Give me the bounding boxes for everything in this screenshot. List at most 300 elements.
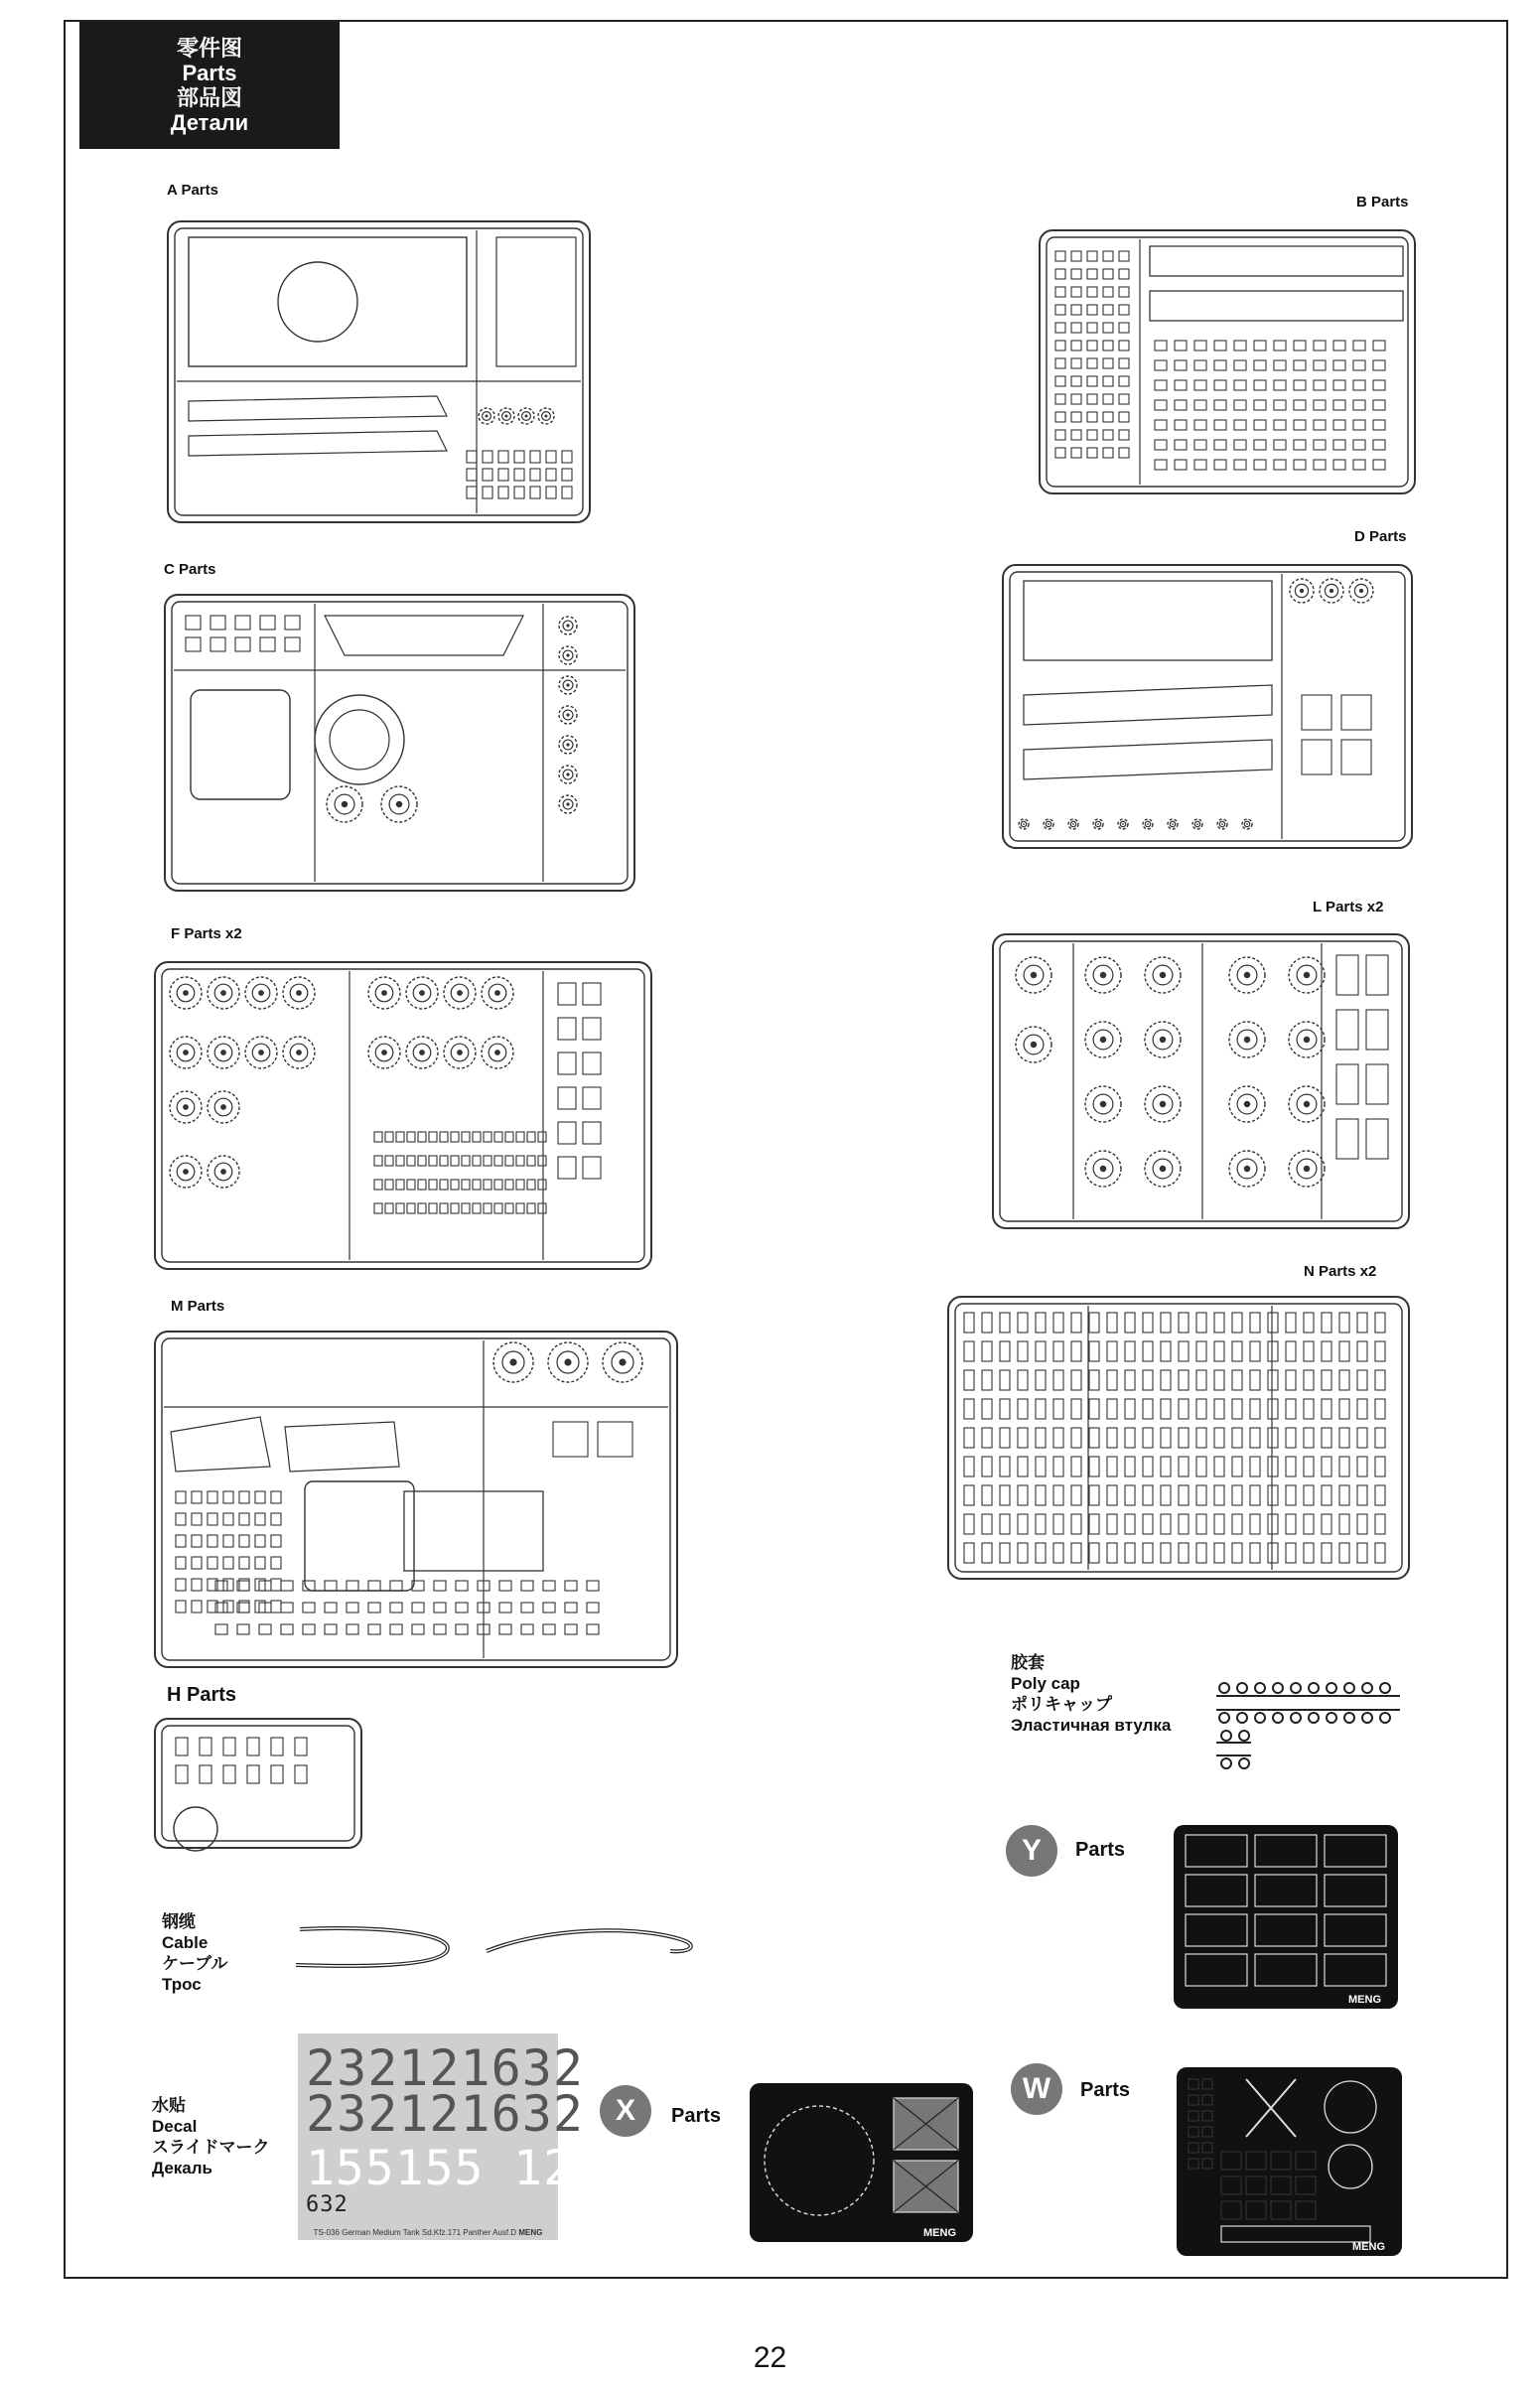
sprue-detail <box>558 1087 576 1109</box>
sprue-detail <box>1274 400 1286 410</box>
sprue-detail <box>1103 323 1113 333</box>
sprue-detail <box>1055 448 1065 458</box>
sprue-detail <box>1189 2095 1198 2105</box>
sprue-detail <box>1053 1370 1063 1390</box>
sprue-detail <box>1087 251 1097 261</box>
sprue-detail <box>1147 823 1149 825</box>
sprue-detail <box>484 1156 491 1166</box>
sprue-detail <box>1202 2159 1212 2169</box>
sprue-detail <box>200 1738 211 1755</box>
sprue-detail <box>429 1132 437 1142</box>
sprue-detail <box>1322 1485 1331 1505</box>
cable-drawing <box>288 1921 705 1991</box>
sprue-detail <box>368 1624 380 1634</box>
sprue-detail <box>543 1581 555 1591</box>
sprue-detail <box>583 1053 601 1074</box>
sprue-detail <box>558 1053 576 1074</box>
sprue-detail <box>516 1180 524 1190</box>
sprue-detail <box>390 1581 402 1591</box>
sprue-detail <box>1196 1485 1206 1505</box>
sprue-detail <box>498 469 508 481</box>
sprue-detail <box>1161 1543 1171 1563</box>
header-zh: 零件图 <box>176 36 242 61</box>
sprue-detail <box>171 1417 270 1472</box>
sprue-detail <box>235 637 250 651</box>
sprue-detail <box>220 1104 226 1110</box>
sprue-detail <box>1024 685 1272 725</box>
sprue-detail <box>1333 360 1345 370</box>
sprue-detail <box>1055 376 1065 386</box>
sprue-detail <box>1071 358 1081 368</box>
sprue-detail <box>1214 1428 1224 1448</box>
polycap-en: Poly cap <box>1011 1674 1080 1693</box>
sprue-detail <box>385 1180 393 1190</box>
sprue-detail <box>1119 269 1129 279</box>
sprue-detail <box>566 743 569 746</box>
sprue-detail <box>271 1601 281 1613</box>
sprue-detail <box>429 1203 437 1213</box>
label-y-parts: Parts <box>1075 1839 1126 1861</box>
sprue-detail <box>1294 380 1306 390</box>
sprue-detail <box>1234 380 1246 390</box>
sheet-y <box>1174 1825 1398 2009</box>
sprue-a-drawing <box>169 222 589 521</box>
sprue-detail <box>223 1765 235 1783</box>
sprue-detail <box>1179 1485 1189 1505</box>
sprue-detail <box>255 1535 265 1547</box>
sprue-detail <box>239 1557 249 1569</box>
sprue-detail <box>1155 460 1167 470</box>
sprue-detail <box>260 616 275 630</box>
sprue-detail <box>1161 1485 1171 1505</box>
sprue-h-drawing <box>156 1720 360 1847</box>
sprue-detail <box>1161 1370 1171 1390</box>
sprue-detail <box>1031 972 1037 978</box>
sprue-detail <box>1353 460 1365 470</box>
sprue-detail <box>1375 1370 1385 1390</box>
sprue-detail <box>1255 1954 1317 1986</box>
sprue-detail <box>562 487 572 498</box>
sprue-detail <box>239 1513 249 1525</box>
sprue-detail <box>982 1399 992 1419</box>
sprue-detail <box>583 1087 601 1109</box>
sprue-detail <box>255 1513 265 1525</box>
sprue-detail <box>514 451 524 463</box>
sprue-detail <box>566 802 569 805</box>
sprue-detail <box>1304 1485 1314 1505</box>
sprue-detail <box>1314 380 1326 390</box>
sprue-detail <box>1125 1428 1135 1448</box>
sprue-detail <box>247 1765 259 1783</box>
sprue-detail <box>1000 1457 1010 1476</box>
sprue-detail <box>271 1765 283 1783</box>
sprue-detail <box>467 451 477 463</box>
sprue-detail <box>418 1180 426 1190</box>
sprue-detail <box>1155 341 1167 351</box>
sprue-detail <box>255 1557 265 1569</box>
sprue-l <box>992 933 1410 1229</box>
sprue-detail <box>1053 1341 1063 1361</box>
decal-label <box>152 2095 270 2178</box>
sprue-detail <box>247 1738 259 1755</box>
sprue-detail <box>1055 394 1065 404</box>
sprue-detail <box>271 1513 281 1525</box>
sprue-detail <box>1214 1485 1224 1505</box>
sprue-detail <box>1179 1543 1189 1563</box>
sprue-detail <box>1286 1399 1296 1419</box>
header-ru: Детали <box>170 110 249 135</box>
sprue-detail <box>192 1579 202 1591</box>
sprue-detail <box>964 1341 974 1361</box>
sprue-detail <box>1179 1370 1189 1390</box>
badge-y: Y <box>1006 1825 1057 1877</box>
sprue-detail <box>1143 1341 1153 1361</box>
sprue-detail <box>1286 1370 1296 1390</box>
sprue-detail <box>494 1050 500 1055</box>
sprue-detail <box>543 1603 555 1613</box>
sprue-detail <box>315 695 404 784</box>
sprue-detail <box>1286 1485 1296 1505</box>
sprue-detail <box>1373 400 1385 410</box>
sprue-detail <box>183 1169 189 1175</box>
polycap-ja: ポリキャップ <box>1011 1695 1112 1714</box>
sprue-detail <box>1373 460 1385 470</box>
sprue-detail <box>220 990 226 996</box>
sprue-detail <box>1119 376 1129 386</box>
sprue-detail <box>296 1050 302 1055</box>
sprue-detail <box>1214 1341 1224 1361</box>
sprue-detail <box>396 1180 404 1190</box>
sprue-detail <box>521 1581 533 1591</box>
sprue-detail <box>305 1481 414 1591</box>
sprue-detail <box>258 990 264 996</box>
sprue-detail <box>407 1203 415 1213</box>
sprue-detail <box>494 990 500 996</box>
sprue-detail <box>296 990 302 996</box>
sprue-detail <box>1373 341 1385 351</box>
sprue-detail <box>1322 1457 1331 1476</box>
sprue-detail <box>1353 420 1365 430</box>
sprue-detail <box>1071 269 1081 279</box>
sprue-detail <box>451 1180 459 1190</box>
sprue-detail <box>1250 1543 1260 1563</box>
sprue-detail <box>1125 1543 1135 1563</box>
sprue-detail <box>1150 291 1403 321</box>
sprue-detail <box>1071 1428 1081 1448</box>
sprue-detail <box>982 1485 992 1505</box>
sprue-detail <box>964 1428 974 1448</box>
label-x-parts: Parts <box>671 2105 722 2127</box>
badge-x: X <box>600 2085 651 2137</box>
sheet-x <box>750 2083 973 2242</box>
sprue-detail <box>462 1180 470 1190</box>
sprue-detail <box>440 1156 448 1166</box>
sprue-detail <box>1175 400 1187 410</box>
sprue-detail <box>1296 2152 1316 2170</box>
sprue-detail <box>176 1491 186 1503</box>
sprue-detail <box>189 396 447 421</box>
sprue-detail <box>499 1603 511 1613</box>
sprue-detail <box>587 1624 599 1634</box>
sprue-detail <box>1373 360 1385 370</box>
sprue-detail <box>1314 420 1326 430</box>
sprue-detail <box>1089 1399 1099 1419</box>
sprue-detail <box>1196 1514 1206 1534</box>
sprue-detail <box>564 1358 571 1365</box>
sprue-detail <box>239 1491 249 1503</box>
sprue-detail <box>1250 1457 1260 1476</box>
sprue-detail <box>494 1132 502 1142</box>
sprue-detail <box>483 487 492 498</box>
sprue-detail <box>223 1491 233 1503</box>
sprue-detail <box>1119 341 1129 351</box>
sprue-detail <box>1214 360 1226 370</box>
sprue-detail <box>1071 394 1081 404</box>
sprue-detail <box>1268 1341 1278 1361</box>
sprue-detail <box>1232 1514 1242 1534</box>
sprue-detail <box>1071 1485 1081 1505</box>
sprue-detail <box>1179 1399 1189 1419</box>
badge-w: W <box>1011 2063 1062 2115</box>
sprue-detail <box>451 1203 459 1213</box>
sprue-detail <box>1357 1543 1367 1563</box>
sprue-detail <box>1194 341 1206 351</box>
sprue-detail <box>434 1581 446 1591</box>
cable-ru: Трос <box>162 1975 202 1994</box>
sprue-detail <box>1194 400 1206 410</box>
sprue-detail <box>412 1624 424 1634</box>
sprue-detail <box>583 1157 601 1179</box>
sprue-detail <box>1294 420 1306 430</box>
sprue-detail <box>1336 1119 1358 1159</box>
sprue-detail <box>1000 1514 1010 1534</box>
sprue-detail <box>1125 1485 1135 1505</box>
sprue-detail <box>1125 1457 1135 1476</box>
sprue-detail <box>325 1624 337 1634</box>
sprue-detail <box>1339 1428 1349 1448</box>
sprue-detail <box>1071 1514 1081 1534</box>
sprue-detail <box>1314 400 1326 410</box>
sprue-detail <box>1294 341 1306 351</box>
sprue-detail <box>1274 440 1286 450</box>
sprue-detail <box>1304 1457 1314 1476</box>
sprue-detail <box>1294 460 1306 470</box>
sprue-detail <box>174 1807 217 1851</box>
sprue-detail <box>530 487 540 498</box>
sprue-detail <box>1103 358 1113 368</box>
sprue-detail <box>451 1156 459 1166</box>
sprue-detail <box>473 1132 481 1142</box>
sprue-detail <box>419 1050 425 1055</box>
sprue-detail <box>1214 1514 1224 1534</box>
sprue-detail <box>176 1765 188 1783</box>
sprue-detail <box>235 616 250 630</box>
sprue-detail <box>1314 360 1326 370</box>
sprue-detail <box>1053 1485 1063 1505</box>
sprue-h <box>154 1718 362 1849</box>
sprue-detail <box>1179 1428 1189 1448</box>
sprue-detail: MENG <box>1352 2241 1385 2253</box>
sprue-detail <box>215 1624 227 1634</box>
sprue-detail <box>1036 1543 1046 1563</box>
sprue-detail <box>1232 1341 1242 1361</box>
sprue-detail <box>1333 460 1345 470</box>
sprue-detail <box>462 1203 470 1213</box>
sprue-detail <box>1333 380 1345 390</box>
sprue-detail <box>303 1624 315 1634</box>
sprue-detail <box>1234 440 1246 450</box>
sprue-detail <box>505 1180 513 1190</box>
sprue-detail <box>1087 341 1097 351</box>
sprue-detail <box>1179 1313 1189 1333</box>
sprue-detail <box>390 1603 402 1613</box>
sprue-detail <box>1055 251 1065 261</box>
sprue-detail <box>1018 1514 1028 1534</box>
sprue-detail <box>1048 823 1050 825</box>
sprue-detail <box>1304 1428 1314 1448</box>
label-b-parts: B Parts <box>1356 194 1409 211</box>
sprue-detail <box>1214 341 1226 351</box>
sprue-detail <box>278 262 357 342</box>
sprue-detail <box>1325 1954 1386 1986</box>
sprue-detail <box>210 637 225 651</box>
sprue-detail <box>1125 1370 1135 1390</box>
sprue-detail <box>271 1579 281 1591</box>
sprue-detail <box>1250 1428 1260 1448</box>
sprue-detail <box>1250 1399 1260 1419</box>
sprue-detail <box>1031 1042 1037 1048</box>
sprue-detail <box>162 969 644 1262</box>
sprue-detail <box>587 1603 599 1613</box>
sprue-detail <box>1189 2159 1198 2169</box>
sprue-detail <box>1202 2143 1212 2153</box>
sprue-detail <box>1055 341 1065 351</box>
sprue-detail <box>374 1132 382 1142</box>
polycap-ru: Эластичная втулка <box>1011 1716 1172 1735</box>
sprue-detail <box>1196 1457 1206 1476</box>
sprue-detail <box>1246 2079 1296 2137</box>
label-h-parts: H Parts <box>167 1684 237 1706</box>
sprue-detail <box>396 1203 404 1213</box>
sprue-detail <box>1339 1457 1349 1476</box>
sprue-detail <box>1087 269 1097 279</box>
sprue-detail <box>467 469 477 481</box>
sprue-detail <box>1333 341 1345 351</box>
sprue-detail <box>1186 1875 1247 1906</box>
sprue-detail <box>381 990 387 996</box>
sprue-detail <box>964 1514 974 1534</box>
sprue-detail <box>1339 1514 1349 1534</box>
sprue-detail <box>1353 380 1365 390</box>
sprue-detail <box>1357 1370 1367 1390</box>
label-m-parts: M Parts <box>171 1298 225 1315</box>
sprue-detail <box>1234 400 1246 410</box>
sprue-detail <box>583 1018 601 1040</box>
sprue-detail <box>1100 1166 1106 1172</box>
sprue-detail <box>1322 1399 1331 1419</box>
sprue-detail <box>1325 1914 1386 1946</box>
sprue-m-drawing <box>156 1333 676 1666</box>
sprue-detail <box>527 1156 535 1166</box>
sprue-detail <box>162 1338 670 1660</box>
sprue-detail <box>1179 1514 1189 1534</box>
sprue-detail <box>1089 1457 1099 1476</box>
sprue-detail <box>1329 2145 1372 2188</box>
sheet-x-drawing <box>750 2083 973 2242</box>
sprue-detail <box>1143 1457 1153 1476</box>
sprue-detail <box>1353 400 1365 410</box>
sprue-detail <box>1103 269 1113 279</box>
sprue-detail <box>1234 341 1246 351</box>
sprue-detail <box>1375 1543 1385 1563</box>
sprue-detail <box>1336 955 1358 995</box>
sprue-detail <box>1125 1313 1135 1333</box>
sprue-detail <box>1322 1543 1331 1563</box>
sprue-detail <box>1071 287 1081 297</box>
sprue-detail <box>457 1050 463 1055</box>
sprue-detail <box>1194 360 1206 370</box>
sprue-detail <box>1036 1370 1046 1390</box>
sprue-detail <box>527 1180 535 1190</box>
sprue-detail <box>1375 1399 1385 1419</box>
sprue-detail <box>396 1156 404 1166</box>
sprue-detail <box>1143 1428 1153 1448</box>
sprue-detail <box>1330 589 1333 593</box>
sprue-detail <box>1296 2201 1316 2219</box>
sprue-f-drawing <box>156 963 650 1268</box>
sprue-detail <box>220 1050 226 1055</box>
sprue-detail <box>1333 440 1345 450</box>
sprue-detail <box>1087 376 1097 386</box>
sprue-detail <box>175 228 583 515</box>
sprue-detail <box>239 1535 249 1547</box>
sprue-detail <box>1018 1543 1028 1563</box>
sprue-detail <box>295 1765 307 1783</box>
sprue-detail <box>1161 1514 1171 1534</box>
sprue-detail <box>1055 358 1065 368</box>
decal-row-2: 232121632 <box>306 2085 584 2143</box>
sprue-detail <box>1024 581 1272 660</box>
sprue-detail <box>368 1603 380 1613</box>
sprue-detail <box>1161 1341 1171 1361</box>
sprue-detail <box>1119 305 1129 315</box>
sprue-detail <box>1339 1399 1349 1419</box>
sprue-n <box>947 1296 1410 1580</box>
sprue-detail <box>396 1132 404 1142</box>
sprue-detail <box>1175 380 1187 390</box>
sprue-detail <box>347 1624 358 1634</box>
sprue-detail <box>1150 246 1403 276</box>
sprue-detail <box>558 1018 576 1040</box>
sprue-detail <box>1155 360 1167 370</box>
sprue-detail <box>1214 380 1226 390</box>
sprue-detail <box>1119 287 1129 297</box>
sheet-w <box>1177 2067 1402 2256</box>
sprue-detail <box>1018 1428 1028 1448</box>
sprue-detail <box>223 1535 233 1547</box>
sprue-detail <box>176 1579 186 1591</box>
sprue-detail <box>1333 420 1345 430</box>
sprue-detail <box>566 713 569 716</box>
sprue-detail <box>457 990 463 996</box>
sprue-detail <box>558 1122 576 1144</box>
sprue-detail <box>1071 376 1081 386</box>
sprue-detail <box>1103 430 1113 440</box>
sprue-detail <box>1202 2079 1212 2089</box>
sprue-detail <box>1100 1037 1106 1043</box>
sprue-detail <box>208 1491 217 1503</box>
decal-row-4: 632 <box>306 2192 349 2217</box>
